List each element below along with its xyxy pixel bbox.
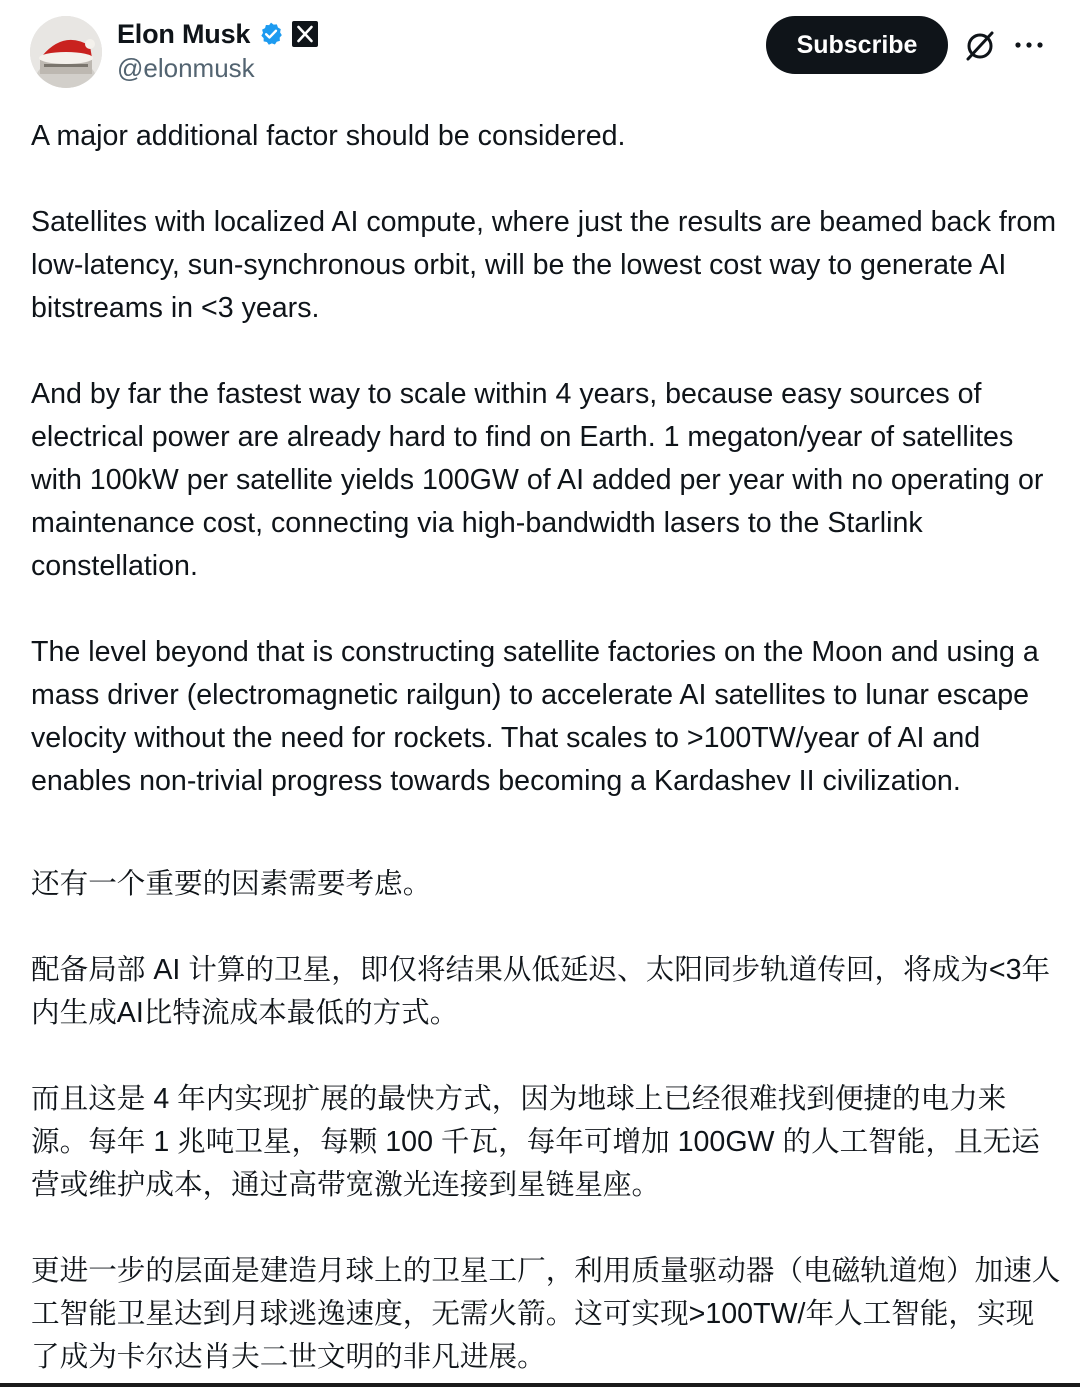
x-logo-icon[interactable]	[292, 21, 318, 47]
translation-paragraph: 更进一步的层面是建造月球上的卫星工厂，利用质量驱动器（电磁轨道炮）加速人工智能卫星达到月球逃逸速度，无需火箭。这可实现>100TW/年人工智能，实现了成为卡尔达肖夫二世文明的非凡进展。	[31, 1255, 1061, 1373]
verified-badge-icon	[258, 21, 284, 47]
tweet-paragraph: A major additional factor should be considered.	[31, 120, 626, 152]
display-name[interactable]: Elon Musk	[117, 18, 251, 49]
grok-icon[interactable]	[962, 28, 998, 64]
avatar[interactable]	[30, 16, 102, 88]
author-name-row	[117, 17, 318, 51]
avatar-santa-hat-icon	[30, 16, 102, 88]
tweet-paragraph: Satellites with localized AI compute, where just the results are beamed back from low-latency, sun-synchronous orbit, will be the lowest cost way to generate AI bitstreams in <3 years.	[31, 206, 1057, 324]
translation-paragraph: 而且这是 4 年内实现扩展的最快方式，因为地球上已经很难找到便捷的电力来源。每年 1 兆吨卫星，每颗 100 千瓦，每年可增加 100GW 的人工智能，且无运营或维护成本，通过高带宽激光连接到星链星座。	[31, 1083, 1040, 1201]
author-handle[interactable]: @elonmusk	[117, 53, 255, 83]
subscribe-button[interactable]: Subscribe	[766, 16, 948, 74]
more-icon[interactable]	[1012, 30, 1046, 60]
chinese-translation	[31, 863, 1061, 1379]
tweet-paragraph: The level beyond that is constructing satellite factories on the Moon and using a mass driver (electromagnetic railgun) to accelerate AI satellites to lunar escape velocity without the need for rockets. That scales to >100TW/year of AI and enables non-trivial progress towards becoming a Kardashev II civilization.	[31, 636, 1039, 797]
tweet-body	[31, 115, 1061, 803]
translation-paragraph: 配备局部 AI 计算的卫星，即仅将结果从低延迟、太阳同步轨道传回，将成为<3年内生成AI比特流成本最低的方式。	[31, 954, 1051, 1029]
tweet-header	[0, 0, 1080, 110]
translation-paragraph: 还有一个重要的因素需要考虑。	[31, 868, 432, 900]
bottom-divider	[0, 1383, 1080, 1387]
tweet-paragraph: And by far the fastest way to scale within 4 years, because easy sources of electrical power are already hard to find on Earth. 1 megaton/year of satellites with 100kW per satellite yields 100GW of AI added per year with no operating or maintenance cost, connecting via high-bandwidth lasers to the Starlink constellation.	[31, 378, 1044, 582]
